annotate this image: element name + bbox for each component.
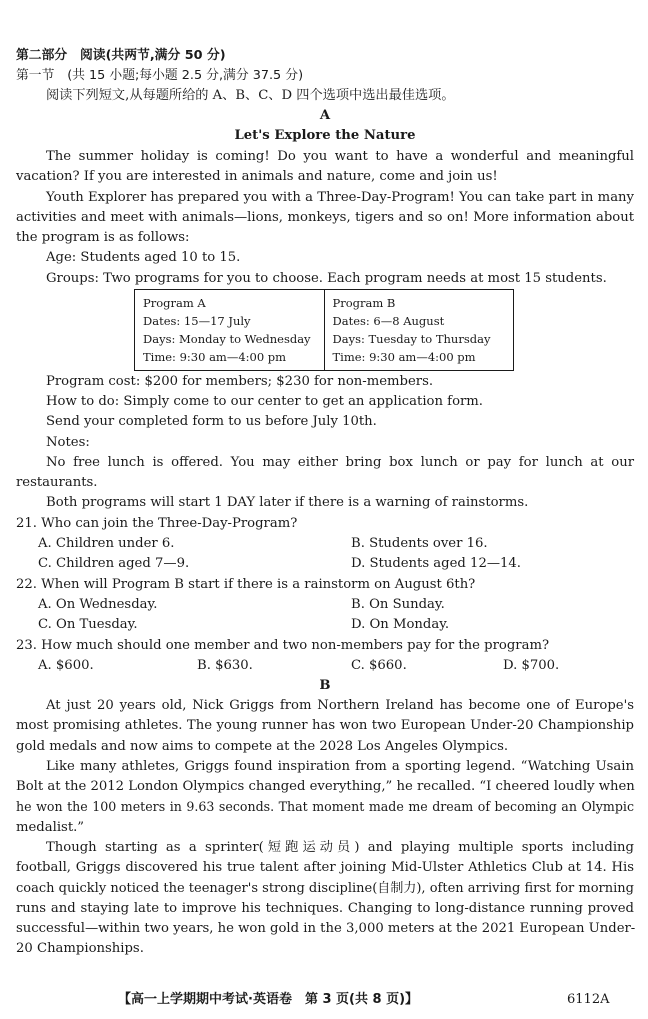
cost-line: Program cost: $200 for members; $230 for non-members.: [46, 374, 434, 389]
passage-a-p2-line3: the program is as follows:: [16, 230, 190, 245]
passage-a-p1-line1: The summer holiday is coming! Do you want to have a wonderful and meaningful: [46, 149, 634, 164]
passage-b-p3-line5: successful—within two years, he won gold in the 3,000 meters at the 2021 European Under-: [16, 921, 636, 936]
passage-b-p2-line2: Bolt at the 2012 London Olympics changed everything,” he recalled. “I cheered loudly when: [16, 779, 635, 794]
question-21: 21. Who can join the Three-Day-Program?: [16, 516, 298, 531]
q21-option-a: A. Children under 6.: [38, 536, 175, 551]
q23-option-d: D. $700.: [503, 658, 560, 673]
passage-b-p1-line2: most promising athletes. The young runner has won two European Under-20 Championship: [16, 718, 634, 733]
passage-b-p2-line4: medalist.”: [16, 820, 85, 835]
q21-option-c: C. Children aged 7—9.: [38, 556, 190, 571]
program-b-dates: Dates: 6—8 August: [332, 314, 445, 328]
passage-b-letter: B: [319, 678, 331, 693]
notes-label: Notes:: [46, 435, 90, 450]
passage-b-p3-line3: coach quickly noticed the teenager's strong discipline(自制力), often arriving first for morning: [16, 881, 634, 896]
section-title: 第一节 (共 15 小题;每小题 2.5 分,满分 37.5 分): [16, 68, 304, 83]
rain-line: Both programs will start 1 DAY later if there is a warning of rainstorms.: [46, 495, 529, 510]
passage-a-p2-line1: Youth Explorer has prepared you with a Three-Day-Program! You can take part in many: [46, 190, 634, 205]
program-table: [134, 289, 514, 371]
q22-option-a: A. On Wednesday.: [38, 597, 158, 612]
send-line: Send your completed form to us before July 10th.: [46, 414, 377, 429]
instructions: 阅读下列短文,从每题所给的 A、B、C、D 四个选项中选出最佳选项。: [46, 88, 455, 103]
q22-option-b: B. On Sunday.: [351, 597, 445, 612]
question-23: 23. How much should one member and two non-members pay for the program?: [16, 638, 550, 653]
how-line: How to do: Simply come to our center to get an application form.: [46, 394, 484, 409]
program-a-cell: [135, 290, 325, 371]
q21-option-b: B. Students over 16.: [351, 536, 488, 551]
passage-b-p1-line1: At just 20 years old, Nick Griggs from Northern Ireland has become one of Europe's: [46, 698, 634, 713]
passage-b-p3-line1: Though starting as a sprinter(短跑运动员) and playing multiple sports including: [46, 840, 634, 855]
program-b-days: Days: Tuesday to Thursday: [332, 332, 491, 346]
program-a-time: Time: 9:30 am—4:00 pm: [143, 350, 287, 364]
question-22: 22. When will Program B start if there is a rainstorm on August 6th?: [16, 577, 476, 592]
lunch-line1: No free lunch is offered. You may either bring box lunch or pay for lunch at our: [46, 455, 634, 470]
q21-option-d: D. Students aged 12—14.: [351, 556, 521, 571]
program-b-name: Program B: [332, 296, 396, 310]
passage-b-p3-line6: 20 Championships.: [16, 941, 144, 956]
q22-option-c: C. On Tuesday.: [38, 617, 138, 632]
program-a-dates: Dates: 15—17 July: [143, 314, 251, 328]
program-a-days: Days: Monday to Wednesday: [143, 332, 311, 346]
q23-option-a: A. $600.: [38, 658, 94, 673]
program-b-cell: [324, 290, 514, 371]
passage-a-p1-line2: vacation? If you are interested in animals and nature, come and join us!: [16, 169, 498, 184]
age-line: Age: Students aged 10 to 15.: [46, 250, 241, 265]
q23-option-b: B. $630.: [197, 658, 253, 673]
passage-b-p3-line4: runs and staying late to improve his techniques. Changing to long-distance running proved: [16, 901, 634, 916]
passage-a-p2-line2: activities and meet with animals—lions, monkeys, tigers and so on! More information about: [16, 210, 634, 225]
part-title: 第二部分 阅读(共两节,满分 50 分): [16, 48, 226, 63]
passage-b-p2-line1: Like many athletes, Griggs found inspiration from a sporting legend. “Watching Usain: [46, 759, 634, 774]
passage-a-title: Let's Explore the Nature: [234, 128, 416, 143]
lunch-line2: restaurants.: [16, 475, 98, 490]
footer-label: 【高一上学期期中考试·英语卷 第 3 页(共 8 页)】: [118, 992, 419, 1007]
groups-line: Groups: Two programs for you to choose. Each program needs at most 15 students.: [46, 271, 607, 286]
passage-a-letter: A: [319, 108, 331, 123]
program-b-time: Time: 9:30 am—4:00 pm: [332, 350, 476, 364]
passage-b-p2-line3: he won the 100 meters in 9.63 seconds. That moment made me dream of becoming an Olympic: [16, 799, 634, 814]
q23-option-c: C. $660.: [351, 658, 407, 673]
passage-b-p1-line3: gold medals and now aims to compete at the 2028 Los Angeles Olympics.: [16, 739, 509, 754]
program-a-name: Program A: [143, 296, 206, 310]
footer-code: 6112A: [567, 992, 610, 1007]
q22-option-d: D. On Monday.: [351, 617, 450, 632]
passage-b-p3-line2: football, Griggs discovered his true talent after joining Mid-Ulster Athletics Club at 14. His: [16, 860, 634, 875]
